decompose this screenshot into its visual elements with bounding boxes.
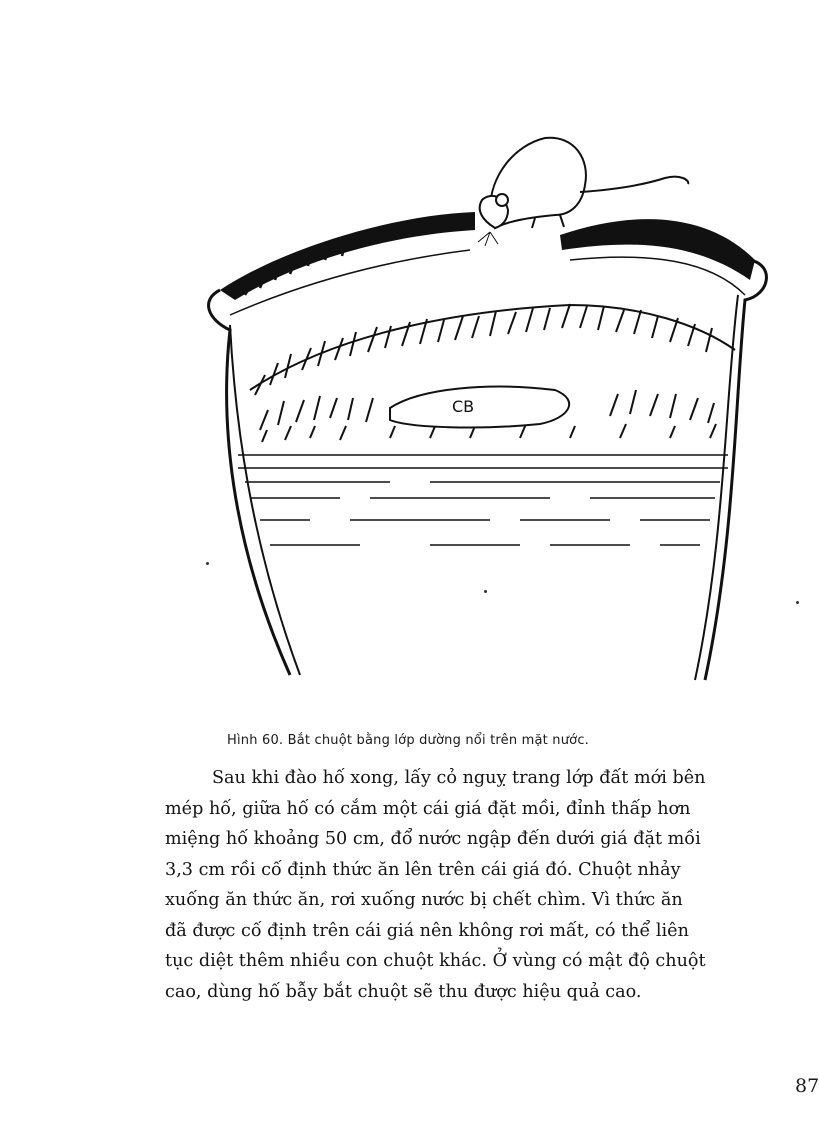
paragraph-line: 3,3 cm rồi cố định thức ăn lên trên cái giá đó. Chuột nhảy xyxy=(165,859,681,880)
print-speck xyxy=(796,601,799,604)
pit-wall-left-inner xyxy=(230,325,300,675)
paragraph-line: miệng hố khoảng 50 cm, đổ nước ngập đến dưới giá đặt mồi xyxy=(165,829,701,849)
body-paragraph xyxy=(165,763,817,1007)
paragraph-line: mép hố, giữa hố có cắm một cái giá đặt mồi, đỉnh thấp hơn xyxy=(165,798,691,819)
paragraph-line: đã được cố định trên cái giá nên không rơi mất, có thể liên xyxy=(165,920,689,941)
rat-ear xyxy=(496,194,508,206)
rat-whiskers xyxy=(478,232,498,246)
paragraph-line: tục diệt thêm nhiều con chuột khác. Ở vùng có mật độ chuột xyxy=(165,951,706,971)
page-number: 87 xyxy=(795,1075,819,1097)
rat-tail xyxy=(580,177,688,192)
rim-ground-right xyxy=(560,219,755,280)
paragraph-line: xuống ăn thức ăn, rơi xuống nước bị chết chìm. Vì thức ăn xyxy=(165,890,683,910)
paragraph-line: cao, dùng hố bẫy bắt chuột sẽ thu được hiệu quả cao. xyxy=(165,981,642,1002)
trap-illustration xyxy=(190,120,790,695)
rim-ground-left xyxy=(220,212,475,300)
print-speck xyxy=(484,590,487,593)
water-lines xyxy=(238,455,728,545)
paragraph-line: Sau khi đào hố xong, lấy cỏ nguỵ trang lớp đất mới bên xyxy=(212,768,706,788)
print-speck xyxy=(206,562,209,565)
bait-platform xyxy=(390,387,569,428)
bait-label: CB xyxy=(452,397,475,416)
rat-trap-pit-drawing xyxy=(190,120,790,695)
figure-caption: Hình 60. Bắt chuột bằng lớp dường nổi trên mặt nước. xyxy=(226,733,590,748)
